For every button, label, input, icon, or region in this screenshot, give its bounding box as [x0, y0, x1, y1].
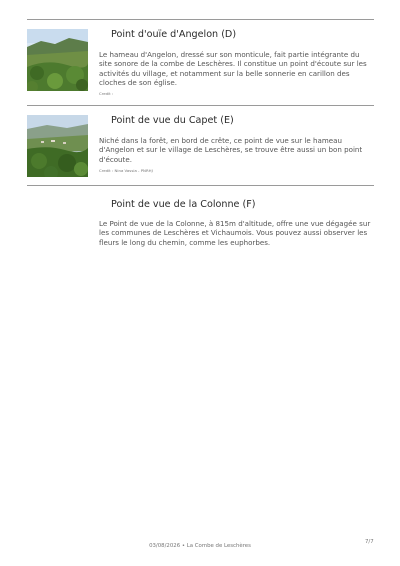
- poi-description: Le hameau d'Angelon, dressé sur son monticule, fait partie intégrante du site sonore de la combe de Leschères. Il constitue un point d'écoute sur les activités du village, et notamment sur la belle sonnerie en carillon des cloches de son église.: [99, 50, 367, 88]
- photo-credit: Credit : Nina Vassia - PNRHJ: [99, 168, 153, 173]
- divider-top: [27, 19, 374, 20]
- divider: [27, 105, 374, 106]
- poi-description: Niché dans la forêt, en bord de crête, ce point de vue sur le hameau d'Angelon et sur le village de Leschères, se trouve être aussi un bon point d'écoute.: [99, 136, 363, 164]
- poi-section-angelon: [27, 29, 374, 99]
- poi-photo-angelon: [27, 29, 88, 91]
- poi-title: Point d'ouïe d'Angelon (D): [111, 29, 237, 40]
- poi-title: Point de vue du Capet (E): [111, 115, 234, 126]
- poi-photo-capet: [27, 115, 88, 177]
- page-number: 7/7: [365, 539, 374, 545]
- poi-title: Point de vue de la Colonne (F): [111, 199, 256, 210]
- photo-credit: Credit :: [99, 91, 114, 96]
- poi-description: Le Point de vue de la Colonne, à 815m d'altitude, offre une vue dégagée sur les communes de Leschères et Vichaumois. Vous pouvez aussi observer les fleurs le long du chemin, comme les euphorbes.: [99, 219, 371, 247]
- page-footer: 03/08/2026 • La Combe de Leschères: [149, 543, 251, 549]
- poi-section-capet: [27, 115, 374, 177]
- poi-section-colonne: [27, 199, 374, 259]
- divider: [27, 185, 374, 186]
